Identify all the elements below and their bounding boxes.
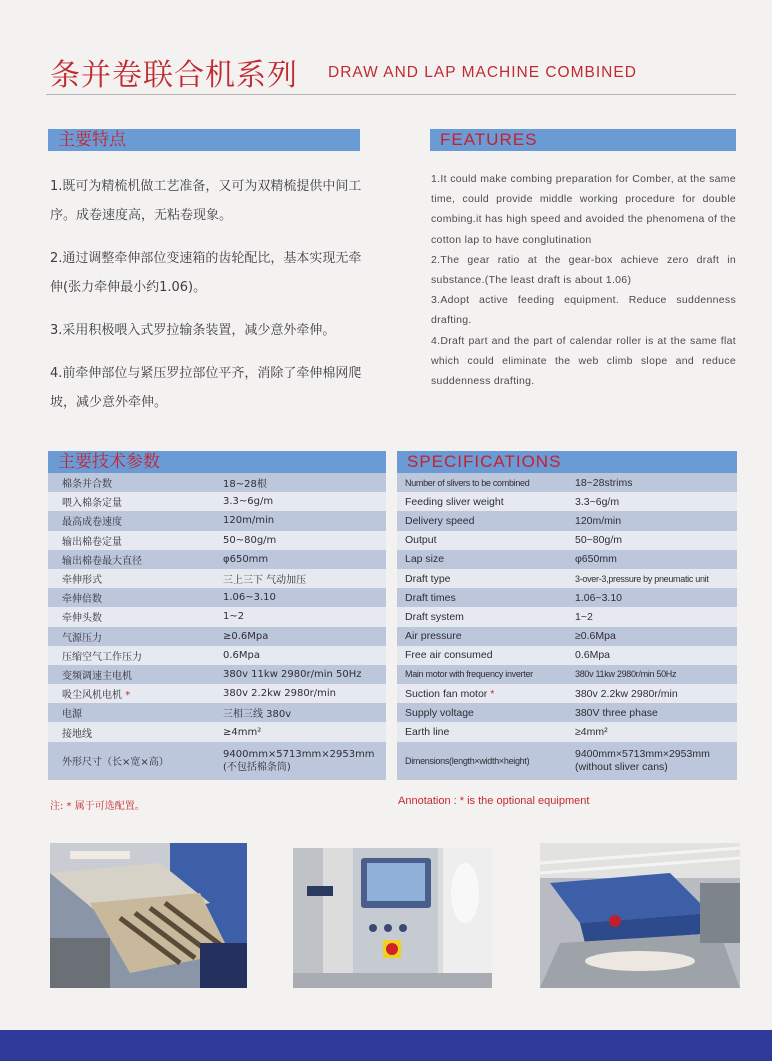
spec-value: 1.06~3.10 bbox=[215, 588, 386, 607]
spec-key: 最高成卷速度 bbox=[48, 511, 215, 530]
spec-key: Draft system bbox=[397, 607, 567, 626]
table-row bbox=[397, 627, 737, 646]
lap-winding-illustration bbox=[540, 843, 740, 988]
spec-key: 棉条并合数 bbox=[48, 473, 215, 492]
annotation-en: Annotation : * is the optional equipment bbox=[398, 795, 590, 807]
spec-key: Feeding sliver weight bbox=[397, 492, 567, 511]
table-row bbox=[397, 684, 737, 703]
spec-key: Output bbox=[397, 531, 567, 550]
spec-key: 牵伸头数 bbox=[48, 607, 215, 626]
feature-en-item: 2.The gear ratio at the gear-box achieve zero draft in substance.(The least draft is about 1.06) bbox=[431, 253, 736, 287]
spec-value: 1~2 bbox=[567, 607, 737, 626]
spec-value-line: 9400mm×5713mm×2953mm bbox=[223, 748, 375, 760]
page-title-en: DRAW AND LAP MACHINE COMBINED bbox=[328, 64, 637, 81]
table-row bbox=[397, 473, 737, 492]
table-row bbox=[48, 531, 386, 550]
spec-key: Number of slivers to be combined bbox=[397, 473, 567, 492]
spec-key: Draft type bbox=[397, 569, 567, 588]
spec-value: 380v 2.2kw 2980r/min bbox=[567, 684, 737, 703]
control-panel-photo bbox=[293, 848, 492, 988]
spec-key: 气源压力 bbox=[48, 627, 215, 646]
spec-value: ≥0.6Mpa bbox=[215, 627, 386, 646]
features-cn-heading bbox=[48, 129, 360, 151]
spec-value: 三上三下 气动加压 bbox=[215, 569, 386, 588]
spec-value bbox=[567, 742, 737, 780]
features-en-heading-text: FEATURES bbox=[440, 130, 538, 149]
footer-bar bbox=[0, 1030, 772, 1061]
table-row bbox=[397, 607, 737, 626]
table-row bbox=[397, 703, 737, 722]
features-en-heading bbox=[430, 129, 736, 151]
spec-value-line: 9400mm×5713mm×2953mm bbox=[575, 747, 710, 760]
spec-value: 0.6Mpa bbox=[215, 646, 386, 665]
spec-value: 380v 11kw 2980r/min 50Hz bbox=[215, 665, 386, 684]
spec-value: 18~28根 bbox=[215, 473, 386, 492]
spec-value: 380v 2.2kw 2980r/min bbox=[215, 684, 386, 703]
table-row bbox=[48, 511, 386, 530]
table-row bbox=[48, 646, 386, 665]
spec-value: 18~28strims bbox=[567, 473, 737, 492]
spec-value-line: (不包括棉条筒) bbox=[223, 761, 291, 773]
spec-key: Earth line bbox=[397, 722, 567, 741]
table-row bbox=[397, 492, 737, 511]
spec-value: 3.3~6g/m bbox=[567, 492, 737, 511]
spec-key: Main motor with frequency inverter bbox=[397, 665, 567, 684]
spec-key: 接地线 bbox=[48, 722, 215, 741]
spec-key: 压缩空气工作压力 bbox=[48, 646, 215, 665]
table-row bbox=[48, 665, 386, 684]
table-row bbox=[48, 588, 386, 607]
spec-value: φ650mm bbox=[567, 550, 737, 569]
table-row bbox=[397, 742, 737, 780]
specs-en-heading bbox=[397, 451, 737, 473]
table-row bbox=[397, 588, 737, 607]
features-cn-list bbox=[50, 172, 370, 431]
optional-marker: * bbox=[490, 687, 495, 700]
spec-value: 50~80g/m bbox=[215, 531, 386, 550]
page-title bbox=[50, 50, 740, 92]
spec-key: Draft times bbox=[397, 588, 567, 607]
spec-value bbox=[215, 742, 386, 780]
spec-value-line: (without sliver cans) bbox=[575, 760, 668, 773]
spec-key: 牵伸形式 bbox=[48, 569, 215, 588]
feature-en-item: 1.It could make combing preparation for Comber, at the same time, could provide middle working procedure for double combing.it has high speed and avoided the phenomena of the cotton lap to have conglutination bbox=[431, 173, 736, 246]
spec-key: 输出棉卷最大直径 bbox=[48, 550, 215, 569]
feature-cn-item: 3.采用积极喂入式罗拉输条装置，减少意外牵伸。 bbox=[50, 323, 336, 338]
spec-value: 120m/min bbox=[215, 511, 386, 530]
spec-key: 输出棉卷定量 bbox=[48, 531, 215, 550]
spec-value: ≥4mm² bbox=[215, 722, 386, 741]
table-row bbox=[397, 722, 737, 741]
table-row bbox=[48, 742, 386, 780]
annotation-cn: 注: * 属于可选配置。 bbox=[50, 801, 145, 812]
table-row bbox=[48, 627, 386, 646]
features-en-list bbox=[431, 169, 736, 391]
spec-key: 牵伸倍数 bbox=[48, 588, 215, 607]
spec-key-text: 吸尘风机电机 bbox=[62, 690, 122, 702]
spec-key: Dimensions(length×width×height) bbox=[397, 742, 567, 780]
spec-key: Free air consumed bbox=[397, 646, 567, 665]
optional-marker: * bbox=[125, 690, 131, 702]
drafting-unit-photo bbox=[50, 843, 247, 988]
spec-key bbox=[48, 684, 215, 703]
table-row bbox=[48, 473, 386, 492]
spec-key: Air pressure bbox=[397, 627, 567, 646]
feature-cn-item: 4.前牵伸部位与紧压罗拉部位平齐，消除了牵伸棉网爬坡，减少意外牵伸。 bbox=[50, 366, 362, 410]
spec-key: Delivery speed bbox=[397, 511, 567, 530]
table-row bbox=[397, 550, 737, 569]
spec-value: 三相三线 380v bbox=[215, 703, 386, 722]
spec-value: φ650mm bbox=[215, 550, 386, 569]
feature-en-item: 4.Draft part and the part of calendar roller is at the same flat which could eliminate the web climb slope and reduce suddenness drafting. bbox=[431, 334, 736, 388]
drafting-unit-illustration bbox=[50, 843, 247, 988]
spec-value: 1~2 bbox=[215, 607, 386, 626]
spec-value: 380V three phase bbox=[567, 703, 737, 722]
spec-key: Supply voltage bbox=[397, 703, 567, 722]
feature-cn-item: 2.通过调整牵伸部位变速箱的齿轮配比，基本实现无牵伸(张力牵伸最小约1.06)。 bbox=[50, 251, 362, 295]
spec-value: 3.3~6g/m bbox=[215, 492, 386, 511]
specs-cn-table bbox=[48, 473, 386, 780]
table-row bbox=[48, 569, 386, 588]
table-row bbox=[397, 665, 737, 684]
lap-winding-photo bbox=[540, 843, 740, 988]
spec-key: 变频调速主电机 bbox=[48, 665, 215, 684]
feature-cn-item: 1.既可为精梳机做工艺准备，又可为双精梳提供中间工序。成卷速度高，无粘卷现象。 bbox=[50, 179, 362, 223]
specs-en-heading-text: SPECIFICATIONS bbox=[407, 452, 562, 471]
spec-value: ≥0.6Mpa bbox=[567, 627, 737, 646]
table-row bbox=[397, 531, 737, 550]
spec-key: Lap size bbox=[397, 550, 567, 569]
table-row bbox=[397, 511, 737, 530]
spec-value: 50~80g/m bbox=[567, 531, 737, 550]
table-row bbox=[397, 646, 737, 665]
spec-key bbox=[397, 684, 567, 703]
spec-key: 电源 bbox=[48, 703, 215, 722]
spec-value: ≥4mm² bbox=[567, 722, 737, 741]
title-divider bbox=[46, 94, 736, 95]
spec-value: 3-over-3,pressure by pneumatic unit bbox=[567, 569, 737, 588]
table-row bbox=[48, 492, 386, 511]
spec-key: 喂入棉条定量 bbox=[48, 492, 215, 511]
spec-key-text: Suction fan motor bbox=[405, 687, 488, 700]
specs-en-table bbox=[397, 473, 737, 780]
spec-value: 380v 11kw 2980r/min 50Hz bbox=[567, 665, 737, 684]
table-row bbox=[397, 569, 737, 588]
table-row bbox=[48, 684, 386, 703]
spec-value: 120m/min bbox=[567, 511, 737, 530]
spec-value: 0.6Mpa bbox=[567, 646, 737, 665]
table-row bbox=[48, 550, 386, 569]
features-cn-heading-text: 主要特点 bbox=[58, 130, 126, 150]
spec-key: 外形尺寸（长×宽×高） bbox=[48, 742, 215, 780]
specs-cn-heading bbox=[48, 451, 386, 473]
page-title-cn: 条并卷联合机系列 bbox=[50, 58, 298, 93]
specs-cn-heading-text: 主要技术参数 bbox=[58, 452, 160, 472]
table-row bbox=[48, 607, 386, 626]
spec-value: 1.06~3.10 bbox=[567, 588, 737, 607]
feature-en-item: 3.Adopt active feeding equipment. Reduce suddenness drafting. bbox=[431, 294, 736, 327]
table-row bbox=[48, 703, 386, 722]
control-panel-illustration bbox=[293, 848, 492, 988]
table-row bbox=[48, 722, 386, 741]
